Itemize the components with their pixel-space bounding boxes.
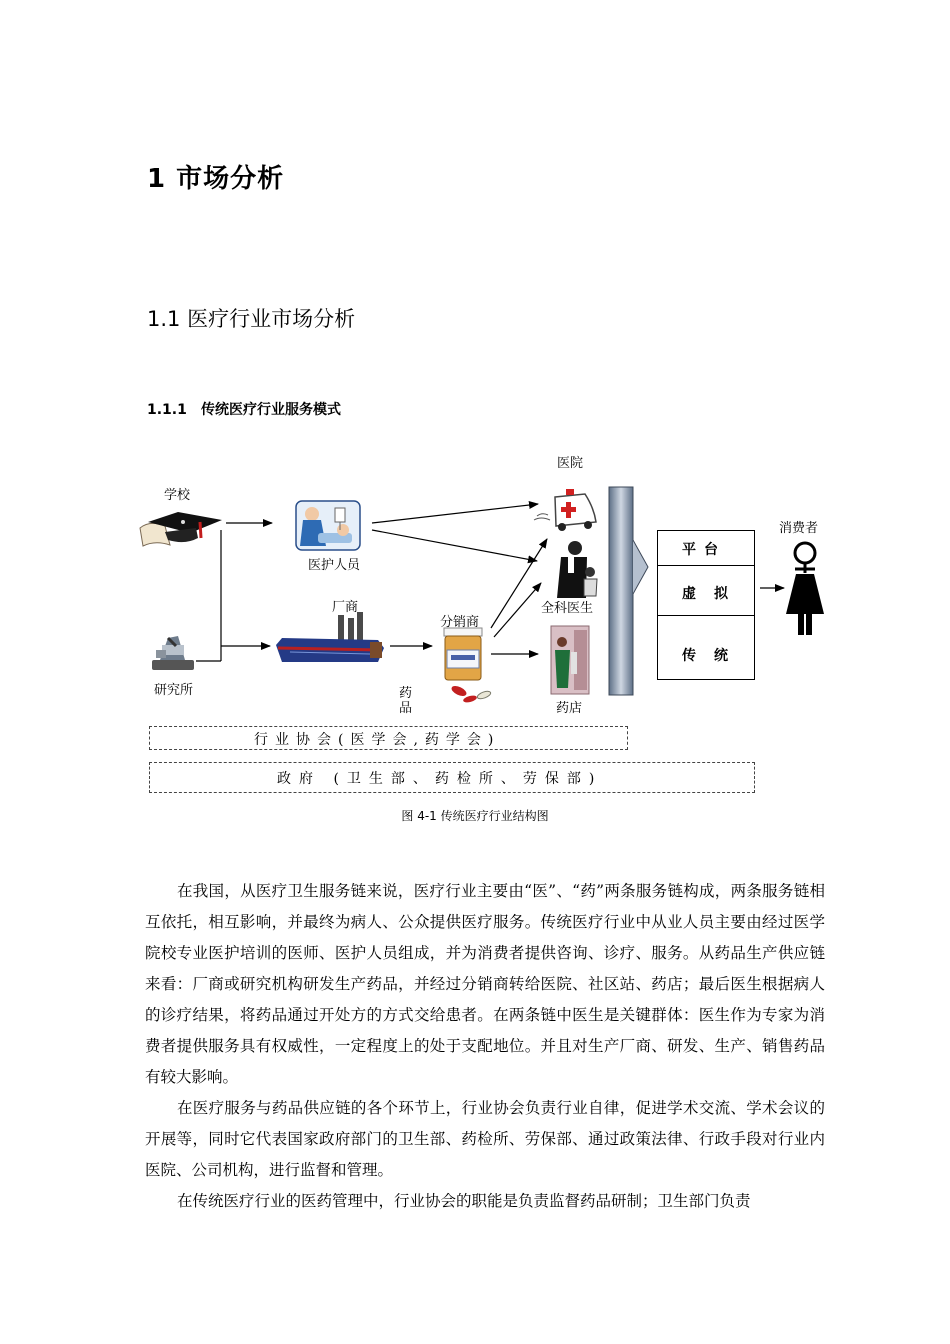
platform-row-virtual: 虚拟 <box>682 586 746 602</box>
platform-row-traditional: 传统 <box>682 648 746 664</box>
platform-bar <box>609 487 648 695</box>
label-gp: 全科医生 <box>541 601 594 616</box>
platform-box <box>657 530 755 680</box>
graduation-cap-icon <box>140 512 222 546</box>
pills-icon <box>450 684 492 704</box>
label-distributor: 分销商 <box>440 615 480 630</box>
doctor-icon <box>557 541 597 598</box>
label-school: 学校 <box>164 488 191 503</box>
body-text <box>145 876 825 1217</box>
label-hospital: 医院 <box>557 456 584 471</box>
association-label: 行业协会(医学会,药学会) <box>254 732 501 748</box>
figure-caption: 图 4-1 传统医疗行业结构图 <box>401 809 549 823</box>
section-heading-2: 1.1 医疗行业市场分析 <box>147 307 356 331</box>
government-box <box>149 762 755 793</box>
label-pharmacy: 药店 <box>556 701 583 716</box>
factory-icon <box>276 612 384 662</box>
label-consumer: 消费者 <box>779 521 819 536</box>
heading-number: 1.1.1 <box>147 402 187 418</box>
label-institute: 研究所 <box>154 683 194 698</box>
association-box <box>149 726 628 750</box>
consumer-icon <box>786 543 824 635</box>
ambulance-icon <box>534 489 596 531</box>
label-medicine: 药品 <box>399 686 413 716</box>
paragraph: 在医疗服务与药品供应链的各个环节上，行业协会负责行业自律，促进学术交流、学术会议的开展等，同时它代表国家政府部门的卫生部、药检所、劳保部、通过政策法律、行政手段对行业内医院、公司机构，进行监督和管理。 <box>145 1099 825 1179</box>
section-heading-1: 1 市场分析 <box>147 164 285 194</box>
pharmacy-icon <box>551 626 589 694</box>
government-label: 政府 (卫生部、药检所、劳保部) <box>277 771 603 787</box>
nurses-icon <box>296 501 360 550</box>
paragraph: 在我国，从医疗卫生服务链来说，医疗行业主要由“医”、“药”两条服务链构成，两条服务链相互依托，相互影响，并最终为病人、公众提供医疗服务。传统医疗行业中从业人员主要由经过医学院校专业医护培训的医师、医护人员组成，并为消费者提供咨询、诊疗、服务。从药品生产供应链来看：厂商或研究机构研发生产药品，并经过分销商转给医院、社区站、药店；最后医生根据病人的诊疗结果，将药品通过开处方的方式交给患者。在两条链中医生是关键群体：医生作为专家为消费者提供服务具有权威性，一定程度上的处于支配地位。并且对生产厂商、研发、生产、销售药品有较大影响。 <box>145 882 825 1086</box>
medicine-bottle-icon <box>444 628 482 680</box>
label-nurses: 医护人员 <box>308 558 361 573</box>
paragraph: 在传统医疗行业的医药管理中，行业协会的职能是负责监督药品研制；卫生部门负责 <box>177 1192 751 1210</box>
label-manufacturer: 厂商 <box>332 600 359 615</box>
platform-row-platform: 平台 <box>682 542 726 558</box>
microscope-icon <box>152 636 194 670</box>
heading-title: 传统医疗行业服务模式 <box>201 402 341 418</box>
